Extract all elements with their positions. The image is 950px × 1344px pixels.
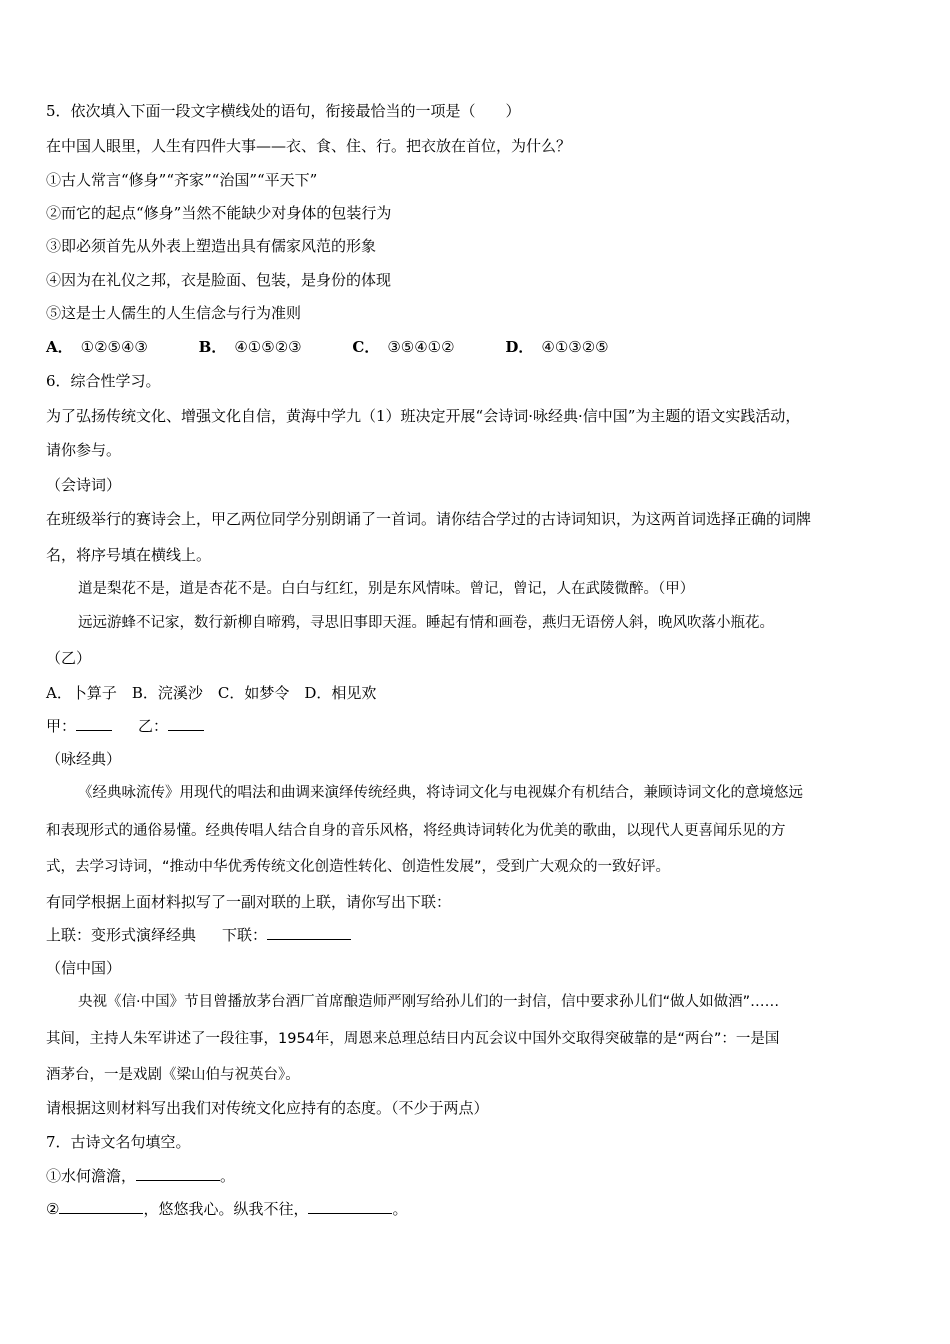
poem-jia: 道是梨花不是，道是杏花不是。白白与红红，别是东风情味。曾记，曾记，人在武陵微醉。（甲） [78, 581, 695, 597]
q5-item-1: ①古人常言“修身”“齐家”“治国”“平天下” [46, 171, 318, 189]
q6-part2-para-3: 式，去学习诗词，“推动中华优秀传统文化创造性转化、创造性发展”，受到广大观众的一致好评。 [46, 859, 671, 875]
q6-part1-choices: A．卜算子 B．浣溪沙 C．如梦令 D．相见欢 [46, 684, 377, 702]
q6-part3-para-2: 其间，主持人朱军讲述了一段往事，1954年，周恩来总理总结日内瓦会议中国外交取得突破靠的是“两台”：一是国 [46, 1031, 780, 1047]
q7-line-1 [46, 1166, 235, 1186]
q7-line2-text-a: ② [46, 1200, 60, 1218]
q6-part3-task: 请根据这则材料写出我们对传统文化应持有的态度。（不少于两点） [46, 1099, 489, 1117]
q6-part3-heading: （信中国） [46, 959, 122, 977]
q7-line1-text-a: ①水何澹澹， [46, 1167, 137, 1185]
q5-item-4: ④因为在礼仪之邦，衣是脸面、包装，是身份的体现 [46, 271, 392, 289]
q5-option-a[interactable] [46, 337, 148, 357]
q7-line2-blank-1[interactable] [59, 1199, 143, 1214]
q6-part1-answers [46, 716, 204, 736]
answer-yi-blank[interactable] [168, 716, 204, 731]
option-text: ①②⑤④③ [80, 338, 148, 356]
q5-option-c[interactable] [352, 337, 454, 357]
q6-part2-para-2: 和表现形式的通俗易懂。经典传唱人结合自身的音乐风格，将经典诗词转化为优美的歌曲，以现代人更喜闻乐见的方 [46, 823, 786, 839]
q6-intro-2: 请你参与。 [46, 441, 122, 459]
option-text: ④①⑤②③ [234, 338, 302, 356]
q7-line-2 [46, 1199, 407, 1219]
q6-intro-1: 为了弘扬传统文化、增强文化自信，黄海中学九（1）班决定开展“会诗词·咏经典·信中国”为主题的语文实践活动， [46, 407, 801, 425]
couplet-lower-blank[interactable] [267, 925, 351, 940]
option-key: A． [46, 338, 73, 356]
q7-stem: 7．古诗文名句填空。 [46, 1133, 191, 1151]
q7-line2-text-c: 。 [392, 1200, 408, 1218]
answer-jia-label: 甲： [46, 717, 77, 735]
q6-part2-task: 有同学根据上面材料拟写了一副对联的上联，请你写出下联： [46, 893, 452, 911]
q5-item-5: ⑤这是士人儒生的人生信念与行为准则 [46, 304, 302, 322]
q7-line1-text-b: 。 [220, 1167, 236, 1185]
q5-option-b[interactable] [199, 337, 302, 357]
q6-part3-para-1: 央视《信·中国》节目曾播放茅台酒厂首席酿造师严刚写给孙儿们的一封信，信中要求孙儿们“做人如做酒”…… [78, 994, 780, 1010]
q6-couplet [46, 925, 351, 945]
option-text: ③⑤④①② [387, 338, 455, 356]
answer-jia-blank[interactable] [76, 716, 112, 731]
q5-stem: 5．依次填入下面一段文字横线处的语句，衔接最恰当的一项是（ ） [46, 102, 521, 120]
q6-stem: 6．综合性学习。 [46, 372, 161, 390]
answer-yi-label: 乙： [138, 717, 169, 735]
q7-line2-text-b: ，悠悠我心。纵我不往， [143, 1200, 309, 1218]
poem-yi: 远远游蜂不记家，数行新柳自啼鸦，寻思旧事即天涯。睡起有情和画卷，燕归无语傍人斜，晚风吹落小瓶花。 [78, 615, 774, 631]
couplet-lower-label: 下联： [222, 926, 268, 944]
q5-intro: 在中国人眼里，人生有四件大事——衣、食、住、行。把衣放在首位，为什么？ [46, 137, 572, 155]
q5-option-d[interactable] [505, 337, 608, 357]
option-key: B． [198, 338, 227, 356]
q6-part2-para-1: 《经典咏流传》用现代的唱法和曲调来演绎传统经典，将诗词文化与电视媒介有机结合，兼顾诗词文化的意境悠远 [78, 785, 803, 801]
q5-item-3: ③即必须首先从外表上塑造出具有儒家风范的形象 [46, 237, 377, 255]
option-key: C． [352, 338, 380, 356]
q6-part1-heading: （会诗词） [46, 476, 122, 494]
q5-item-2: ②而它的起点“修身”当然不能缺少对身体的包装行为 [46, 204, 392, 222]
option-text: ④①③②⑤ [541, 338, 609, 356]
q7-line1-blank[interactable] [136, 1166, 220, 1181]
q6-part3-para-3: 酒茅台，一是戏剧《梁山伯与祝英台》。 [46, 1067, 300, 1083]
option-key: D． [505, 338, 534, 356]
q6-part1-task-2: 名，将序号填在横线上。 [46, 546, 212, 564]
poem-yi-tag: （乙） [46, 649, 92, 667]
q7-line2-blank-2[interactable] [308, 1199, 392, 1214]
q6-part1-task-1: 在班级举行的赛诗会上，甲乙两位同学分别朗诵了一首词。请你结合学过的古诗词知识，为这两首词选择正确的词牌 [46, 510, 812, 528]
q6-part2-heading: （咏经典） [46, 750, 122, 768]
couplet-upper: 上联：变形式演绎经典 [46, 926, 197, 944]
q5-options [46, 337, 655, 357]
